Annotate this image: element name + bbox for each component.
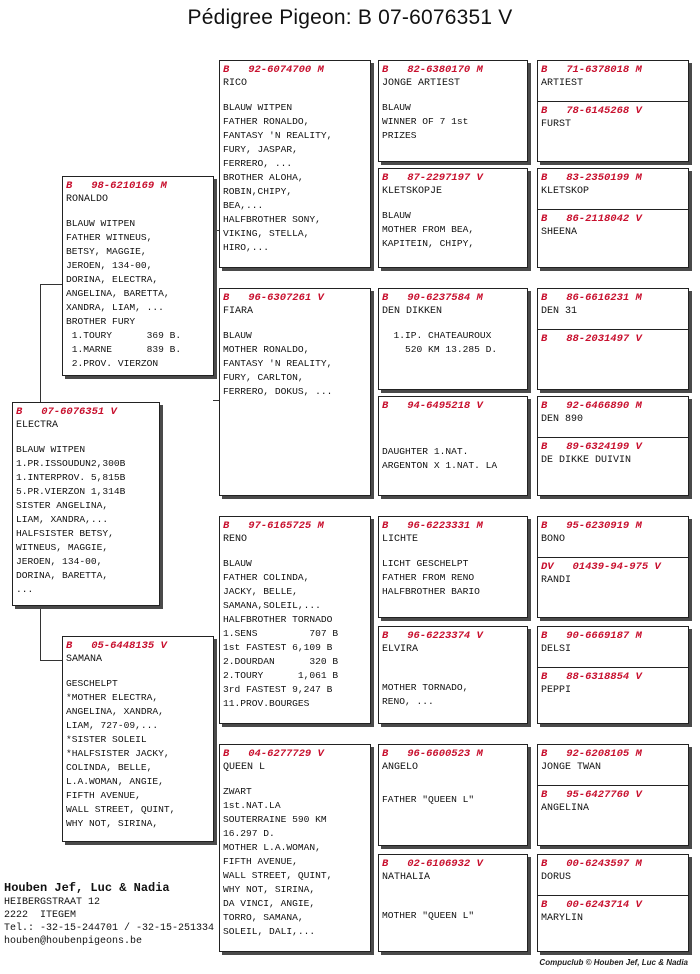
pigeon-pair-card — [537, 60, 689, 162]
ring-number: B 89-6324199 V — [541, 441, 642, 453]
ring-number: B 00-6243714 V — [541, 899, 642, 911]
pigeon-card-sire — [62, 176, 214, 376]
ring-number: B 86-2118042 V — [541, 213, 642, 225]
ring-number: B 90-6237584 M — [382, 292, 483, 304]
pigeon-card-dsd — [378, 626, 528, 724]
pigeon-name: DORUS — [541, 872, 572, 883]
owner-phone: Tel.: -32-15-244701 / -32-15-251334 — [4, 923, 215, 934]
pigeon-name: FURST — [541, 119, 572, 130]
ring-number: DV 01439-94-975 V — [541, 561, 661, 573]
connector-line — [40, 284, 41, 406]
pigeon-info: BLAUW WITPEN FATHER RONALDO, FANTASY 'N REALITY, FURY, JASPAR, FERRERO, ... BROTHER ALOHA, ROBIN,CHIPY, BEA,... HALFBROTHER SONY, VIKING, STELLA, HIRO,... — [223, 102, 333, 253]
pigeon-name: FIARA — [223, 306, 254, 317]
pigeon-pair-card — [537, 396, 689, 496]
pigeon-card-ss — [219, 60, 371, 268]
pigeon-name: ARTIEST — [541, 78, 584, 89]
pigeon-name: RANDI — [541, 575, 572, 586]
pigeon-info: DAUGHTER 1.NAT. ARGENTON X 1.NAT. LA — [382, 446, 498, 471]
ring-number: B 07-6076351 V — [16, 406, 117, 418]
pigeon-name: RENO — [223, 534, 248, 545]
pigeon-pair-card — [537, 626, 689, 724]
owner-email[interactable]: houben@houbenpigeons.be — [4, 936, 143, 947]
pigeon-info: MOTHER TORNADO, RENO, ... — [382, 682, 469, 707]
pigeon-info: BLAUW WITPEN FATHER WITNEUS, BETSY, MAGGIE, JEROEN, 134-00, DORINA, ELECTRA, ANGELINA, BARETTA, XANDRA, LIAM, ... BROTHER FURY 1.TOURY 369 B. 1.MARNE 839 B. 2.PROV. VIERZON — [66, 218, 182, 369]
pigeon-info: BLAUW FATHER COLINDA, JACKY, BELLE, SAMANA,SOLEIL,... HALFBROTHER TORNADO 1.SENS 707 B 1st FASTEST 6,109 B 2.DOURDAN 320 B 2.TOURY 1,061 B 3rd FASTEST 9,247 B 11.PROV.BOURGES — [223, 558, 339, 709]
ring-number: B 86-6616231 M — [541, 292, 642, 304]
divider — [538, 667, 688, 668]
ring-number: B 05-6448135 V — [66, 640, 167, 652]
ring-number: B 88-6318854 V — [541, 671, 642, 683]
pigeon-info: BLAUW MOTHER RONALDO, FANTASY 'N REALITY, FURY, CARLTON, FERRERO, DOKUS, ... — [223, 330, 333, 397]
pigeon-name: DEN 31 — [541, 306, 578, 317]
pigeon-card-ds — [219, 516, 371, 724]
pigeon-name: NATHALIA — [382, 872, 431, 883]
owner-street: HEIBERGSTRAAT 12 — [4, 897, 101, 908]
pigeon-name: SAMANA — [66, 654, 103, 665]
pigeon-card-subject — [12, 402, 160, 606]
ring-number: B 94-6495218 V — [382, 400, 483, 412]
pigeon-pair-card — [537, 288, 689, 390]
pigeon-name: ANGELO — [382, 762, 419, 773]
pigeon-name: DEN DIKKEN — [382, 306, 443, 317]
pigeon-pair-card — [537, 168, 689, 268]
ring-number: B 71-6378018 M — [541, 64, 642, 76]
connector-line — [40, 660, 64, 661]
divider — [538, 785, 688, 786]
ring-number: B 87-2297197 V — [382, 172, 483, 184]
pigeon-name: LICHTE — [382, 534, 419, 545]
pigeon-card-sds — [378, 288, 528, 390]
pigeon-pair-card — [537, 744, 689, 846]
pigeon-card-ddd — [378, 854, 528, 952]
pigeon-name: KLETSKOP — [541, 186, 590, 197]
pigeon-name: BONO — [541, 534, 566, 545]
divider — [538, 329, 688, 330]
pigeon-card-sss — [378, 60, 528, 162]
pigeon-name: KLETSKOPJE — [382, 186, 443, 197]
ring-number: B 95-6427760 V — [541, 789, 642, 801]
pigeon-name: RONALDO — [66, 194, 109, 205]
pigeon-name: JONGE TWAN — [541, 762, 602, 773]
pigeon-name: ELVIRA — [382, 644, 419, 655]
ring-number: B 90-6669187 M — [541, 630, 642, 642]
pigeon-info: BLAUW WITPEN 1.PR.ISSOUDUN2,300B 1.INTERPROV. 5,815B 5.PR.VIERZON 1,314B SISTER ANGELINA, LIAM, XANDRA,... HALFSISTER BETSY, WITNEUS, MAGGIE, JEROEN, 134-00, DORINA, BARETTA, ... — [16, 444, 126, 595]
pigeon-info: BLAUW MOTHER FROM BEA, KAPITEIN, CHIPY, — [382, 210, 475, 249]
pigeon-info: LICHT GESCHELPT FATHER FROM RENO HALFBROTHER BARIO — [382, 558, 480, 597]
ring-number: B 04-6277729 V — [223, 748, 324, 760]
pigeon-name: DELSI — [541, 644, 572, 655]
divider — [538, 557, 688, 558]
pigeon-name: PEPPI — [541, 685, 572, 696]
pigeon-name: QUEEN L — [223, 762, 266, 773]
pigeon-info: ZWART 1st.NAT.LA SOUTERRAINE 590 KM 16.297 D. MOTHER L.A.WOMAN, FIFTH AVENUE, WALL STREET, QUINT, WHY NOT, SIRINA, DA VINCI, ANGIE, TORRO, SAMANA, SOLEIL, DALI,... — [223, 786, 333, 937]
ring-number: B 97-6165725 M — [223, 520, 324, 532]
owner-block — [4, 880, 264, 948]
ring-number: B 96-6223374 V — [382, 630, 483, 642]
pigeon-name: MARYLIN — [541, 913, 584, 924]
owner-name: Houben Jef, Luc & Nadia — [4, 881, 170, 895]
pigeon-card-sdd — [378, 396, 528, 496]
pigeon-name: SHEENA — [541, 227, 578, 238]
pigeon-pair-card — [537, 516, 689, 618]
divider — [538, 895, 688, 896]
pigeon-info: BLAUW WINNER OF 7 1st PRIZES — [382, 102, 469, 141]
ring-number: B 96-6223331 M — [382, 520, 483, 532]
ring-number: B 02-6106932 V — [382, 858, 483, 870]
ring-number: B 00-6243597 M — [541, 858, 642, 870]
ring-number: B 95-6230919 M — [541, 520, 642, 532]
footer-credit: Compuclub © Houben Jef, Luc & Nadia — [539, 958, 688, 967]
pigeon-name: DEN 890 — [541, 414, 584, 425]
pigeon-name: DE DIKKE DUIVIN — [541, 455, 632, 466]
connector-line — [40, 604, 41, 660]
pigeon-card-dam — [62, 636, 214, 842]
pigeon-card-ssd — [378, 168, 528, 268]
pigeon-name: RICO — [223, 78, 248, 89]
connector-line — [40, 284, 64, 285]
ring-number: B 92-6466890 M — [541, 400, 642, 412]
pigeon-card-sd — [219, 288, 371, 496]
pigeon-name: JONGE ARTIEST — [382, 78, 461, 89]
divider — [538, 209, 688, 210]
pigeon-card-dss — [378, 516, 528, 618]
divider — [538, 101, 688, 102]
ring-number: B 78-6145268 V — [541, 105, 642, 117]
pigeon-card-dds — [378, 744, 528, 846]
owner-city: 2222 ITEGEM — [4, 910, 77, 921]
ring-number: B 88-2031497 V — [541, 333, 642, 345]
pigeon-pair-card — [537, 854, 689, 952]
pigeon-name: ANGELINA — [541, 803, 590, 814]
pigeon-info: MOTHER "QUEEN L" — [382, 910, 475, 921]
ring-number: B 96-6600523 M — [382, 748, 483, 760]
ring-number: B 98-6210169 M — [66, 180, 167, 192]
pigeon-info: 1.IP. CHATEAUROUX 520 KM 13.285 D. — [393, 330, 498, 355]
page-title: Pédigree Pigeon: B 07-6076351 V — [187, 6, 513, 29]
ring-number: B 96-6307261 V — [223, 292, 324, 304]
pigeon-info: GESCHELPT *MOTHER ELECTRA, ANGELINA, XANDRA, LIAM, 727-09,... *SISTER SOLEIL *HALFSISTER JACKY, COLINDA, BELLE, L.A.WOMAN, ANGIE, FIFTH AVENUE, WALL STREET, QUINT, WHY NOT, SIRINA, — [66, 678, 176, 829]
ring-number: B 92-6208105 M — [541, 748, 642, 760]
pigeon-name: ELECTRA — [16, 420, 59, 431]
ring-number: B 83-2350199 M — [541, 172, 642, 184]
pigeon-info: FATHER "QUEEN L" — [382, 794, 475, 805]
ring-number: B 92-6074700 M — [223, 64, 324, 76]
ring-number: B 82-6380170 M — [382, 64, 483, 76]
divider — [538, 437, 688, 438]
